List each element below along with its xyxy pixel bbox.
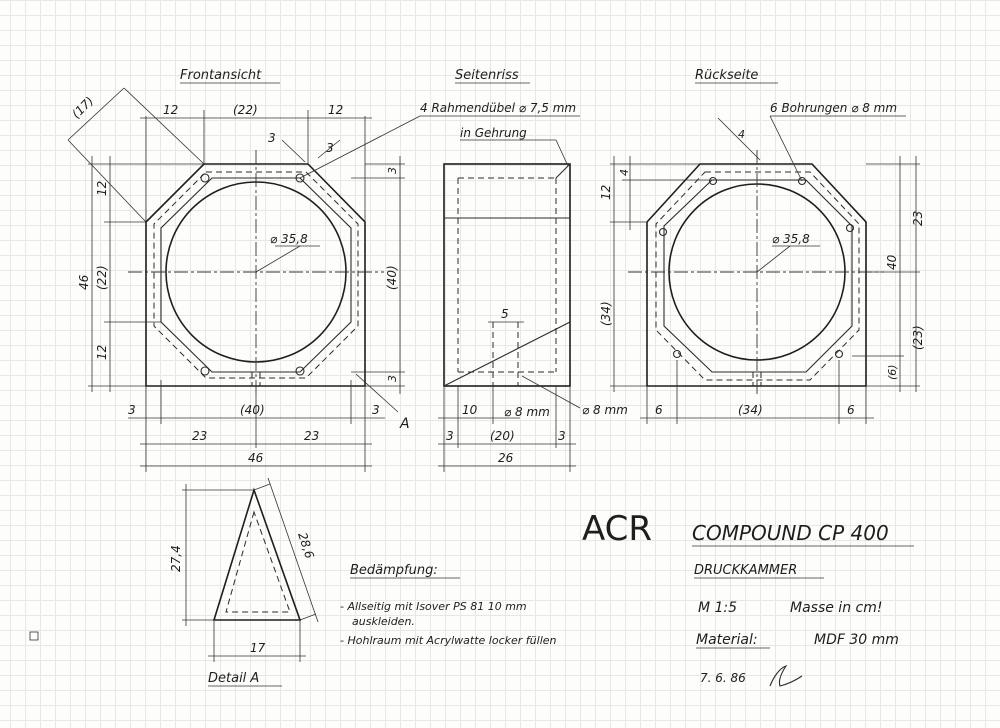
- side-dim-5: 5: [501, 307, 509, 321]
- material-value: MDF 30 mm: [814, 632, 899, 648]
- front-dim-12-left: 12: [163, 103, 179, 117]
- back-diameter-leader: [757, 246, 790, 272]
- front-dowel-leader: [300, 116, 420, 178]
- back-dim-4a: 4: [738, 128, 745, 141]
- side-miter-label: in Gehrung: [460, 126, 527, 140]
- detail-ext-line: [300, 614, 316, 620]
- front-dim-3d: 3: [386, 375, 399, 382]
- back-dim-6-br: 6: [847, 403, 855, 417]
- front-dim-3-br: 3: [372, 403, 380, 417]
- front-view-title: Frontansicht: [180, 68, 262, 83]
- subtitle-label: DRUCKKAMMER: [694, 563, 798, 578]
- front-dowel-hole: [201, 367, 209, 375]
- back-dim-40: 40: [885, 254, 899, 270]
- damping-line-2: auskleiden.: [352, 615, 415, 628]
- back-dim-23-p: (23): [911, 325, 925, 350]
- front-dim-22-l: (22): [95, 265, 109, 290]
- front-dim-46-b: 46: [248, 451, 264, 465]
- back-diameter-label: ⌀ 35,8: [772, 232, 810, 246]
- front-dim-12-right: 12: [328, 103, 344, 117]
- front-dim-23b: 23: [304, 429, 320, 443]
- back-dim-6-r: (6): [886, 364, 899, 380]
- detail-dim-17: 17: [250, 641, 266, 655]
- front-dowel-hole: [296, 367, 304, 375]
- back-dim-23: 23: [911, 210, 925, 226]
- front-dowel-label: 4 Rahmendübel ⌀ 7,5 mm: [420, 101, 577, 115]
- back-dim-12: 12: [599, 184, 613, 200]
- brand-label: ACR: [582, 509, 653, 549]
- front-dim-46: 46: [77, 274, 91, 290]
- front-dim-3b: 3: [326, 141, 334, 155]
- title-block: [582, 509, 914, 686]
- back-dim-4b: 4: [618, 169, 631, 176]
- units-label: Masse in cm!: [790, 600, 883, 616]
- front-diag-ext: [124, 88, 204, 164]
- damping-title: Bedämpfung:: [350, 563, 438, 578]
- detail-dim-274: 27,4: [169, 545, 183, 572]
- front-dim-17: (17): [69, 93, 97, 122]
- back-inner-frame: [664, 180, 852, 372]
- signature-mark: [770, 666, 802, 686]
- front-detail-a-mark: A: [400, 416, 410, 432]
- front-dim-40-r: (40): [385, 265, 399, 290]
- front-small-dim: [282, 140, 305, 162]
- side-body-outline: [444, 164, 570, 386]
- back-dim-34-l: (34): [599, 301, 613, 326]
- back-holes-leader: [770, 116, 802, 181]
- back-holes-label: 6 Bohrungen ⌀ 8 mm: [770, 101, 898, 115]
- back-bolt-hole: [836, 351, 843, 358]
- detail-dim-286: 28,6: [295, 530, 317, 561]
- side-view: [438, 68, 628, 472]
- front-dowel-hole: [201, 174, 209, 182]
- side-dim-20: (20): [490, 429, 515, 443]
- back-dim-6-l: 6: [655, 403, 663, 417]
- side-miter-leader: [556, 140, 568, 166]
- front-dim-40-b: (40): [240, 403, 265, 417]
- front-dim-22-top: (22): [233, 103, 258, 117]
- product-name: COMPOUND CP 400: [692, 521, 889, 545]
- back-bolt-hole: [660, 229, 667, 236]
- side-hole-leader: [522, 376, 580, 408]
- detail-triangle-outer: [214, 490, 300, 620]
- detail-triangle-hidden: [226, 512, 290, 612]
- front-dim-12-l: 12: [95, 180, 109, 196]
- margin-mark: [30, 632, 38, 640]
- front-dim-12-l2: 12: [95, 344, 109, 360]
- detail-label: Detail A: [208, 671, 260, 686]
- damping-line-1: - Allseitig mit Isover PS 81 10 mm: [340, 600, 527, 613]
- front-dim-3c: 3: [386, 167, 399, 174]
- back-view: [599, 68, 925, 424]
- back-view-title: Rückseite: [695, 68, 759, 83]
- scale-label: M 1:5: [698, 600, 738, 616]
- front-dim-3a: 3: [268, 131, 276, 145]
- back-dim-34-b: (34): [738, 403, 763, 417]
- side-miter-line: [556, 164, 570, 178]
- date-label: 7. 6. 86: [700, 671, 746, 685]
- front-dim-3-bl: 3: [128, 403, 136, 417]
- material-label: Material:: [696, 632, 758, 648]
- side-dim-26: 26: [498, 451, 514, 465]
- side-wedge-line: [444, 322, 570, 386]
- front-dim-23a: 23: [192, 429, 208, 443]
- side-dim-3r: 3: [558, 429, 566, 443]
- side-dim-10: 10: [462, 403, 478, 417]
- damping-notes: [340, 563, 557, 647]
- side-view-title: Seitenriss: [455, 68, 519, 83]
- front-outer-outline: [146, 164, 365, 386]
- damping-line-3: - Hohlraum mit Acrylwatte locker füllen: [340, 634, 557, 647]
- side-hole-8a: ⌀ 8 mm: [504, 405, 550, 419]
- front-diameter-leader: [256, 246, 300, 272]
- front-diameter-label: ⌀ 35,8: [270, 232, 308, 246]
- detail-a: [169, 478, 318, 686]
- side-dim-3l: 3: [446, 429, 454, 443]
- side-hole-8b: ⌀ 8 mm: [582, 403, 628, 417]
- detail-ext-line: [254, 484, 270, 490]
